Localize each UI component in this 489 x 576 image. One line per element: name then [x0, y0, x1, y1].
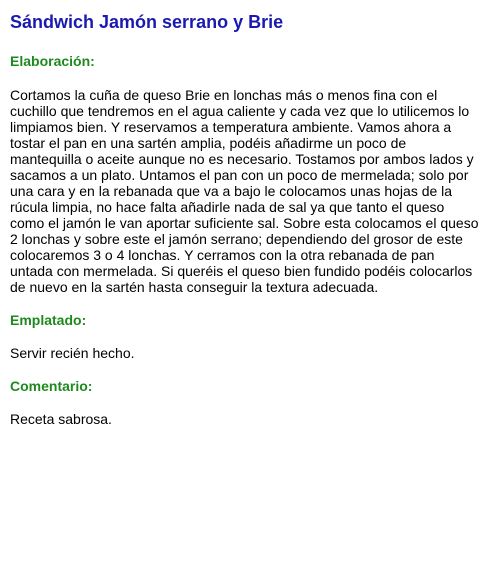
- comentario-heading: Comentario:: [10, 378, 93, 394]
- emplatado-heading: Emplatado:: [10, 312, 87, 328]
- elaboracion-text: Cortamos la cuña de queso Brie en lonchas más o menos fina con el cuchillo que tendremos en el agua caliente y cada vez que lo utilicemos lo limpiamos bien. Y reservamos a temperatura ambiente. Vamos ahora a tostar el pan en una sartén amplia, podéis añadirme un poco de mantequilla o aceite aunque no es necesario. Tostamos por ambos lados y sacamos a un plato. Untamos el pan con un poco de mermelada; solo por una cara y en la rebanada que va a bajo le colocamos unas hojas de la rúcula limpia, no hace falta añadirle nada de sal ya que tanto el queso como el jamón le van aportar suficiente sal. Sobre esta colocamos el queso 2 lonchas y sobre este el jamón serrano; dependiendo del grosor de este colocaremos 3 o 4 lonchas. Y cerramos con la otra rebanada de pan untada con mermelada. Si queréis el queso bien fundido podéis colocarlos de nuevo en la sartén hasta conseguir la textura adecuada.: [10, 87, 479, 295]
- comentario-text: Receta sabrosa.: [10, 411, 112, 427]
- recipe-title: Sándwich Jamón serrano y Brie: [10, 12, 284, 32]
- emplatado-text: Servir recién hecho.: [10, 345, 135, 361]
- elaboracion-heading: Elaboración:: [10, 53, 95, 69]
